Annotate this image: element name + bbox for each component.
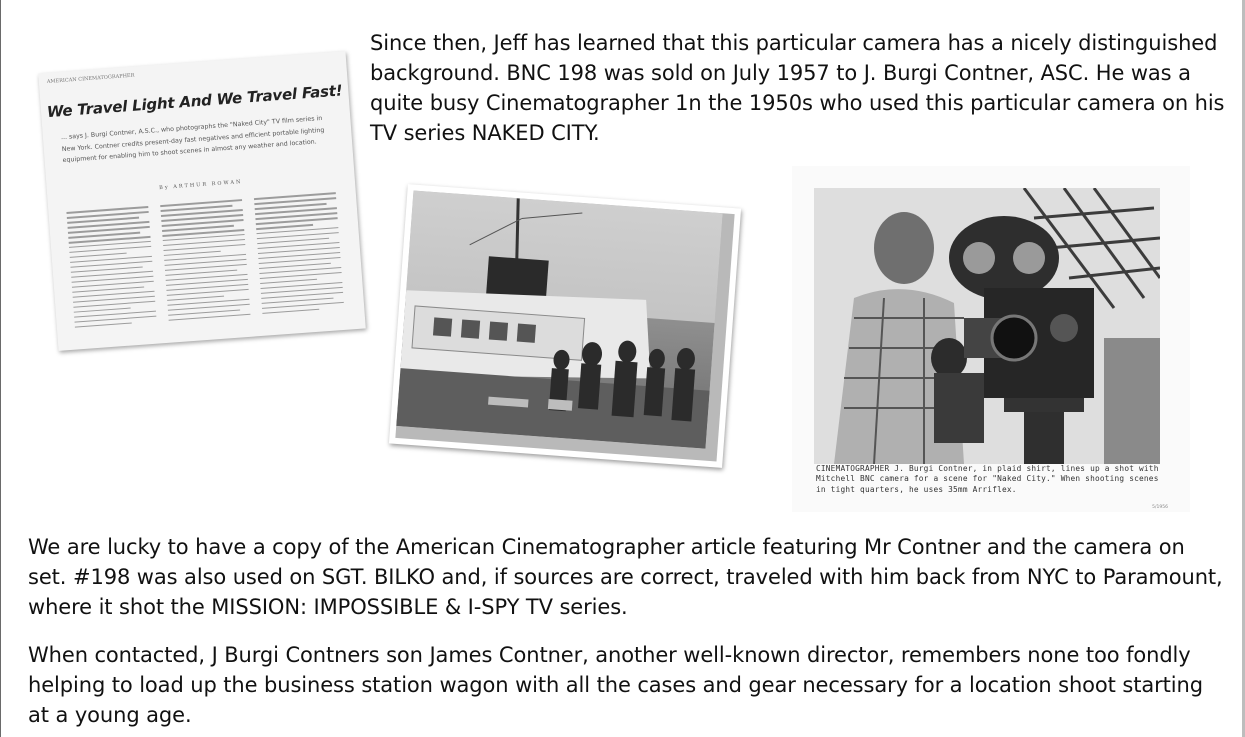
paragraph-camera-history: Since then, Jeff has learned that this particular camera has a nicely distinguished background. BNC 198 was sold on July 1957 to J. Burgi Contner, ASC. He was a quite busy Cinematographer 1n the 1950s who used this particular camera on his TV series NAKED CITY. xyxy=(370,31,1225,145)
camera-set-photo xyxy=(792,166,1190,512)
photo-page-reference: 5/1956 xyxy=(1152,505,1168,510)
clipping-intro: ... says J. Burgi Contner, A.S.C., who photographs the "Naked City" TV film series in New York. Contner credits present-day fast negatives and efficient portable lighting equipment for enabling him to shoot scenes in almost any weather and location. xyxy=(60,114,325,165)
photo-caption: CINEMATOGRAPHER J. Burgi Contner, in plaid shirt, lines up a shot with Mitchell BNC camera for a scene for "Naked City." When shooting scenes in tight quarters, he uses 35mm Arriflex. xyxy=(816,464,1159,494)
boat-scene-image xyxy=(396,191,722,449)
boat-set-photo xyxy=(389,184,741,468)
clipping-title: We Travel Light And We Travel Fast! xyxy=(46,81,344,122)
page-left-border xyxy=(0,0,1,737)
clipping-header: AMERICAN CINEMATOGRAPHER xyxy=(46,72,135,86)
paragraph-son-recollection: When contacted, J Burgi Contners son James Contner, another well-known director, remembers none too fondly helping to load up the business station wagon with all the cases and gear necessary for a location shoot starting at a young age. xyxy=(28,643,1203,727)
magazine-article-clipping xyxy=(38,51,366,351)
clipping-text-column xyxy=(66,206,157,340)
cinematographer-camera-image xyxy=(814,188,1160,464)
clipping-byline: By ARTHUR ROWAN xyxy=(159,178,243,192)
clipping-text-column xyxy=(160,199,251,333)
paragraph-article-copy: We are lucky to have a copy of the American Cinematographer article featuring Mr Contner and the camera on set. #198 was also used on SGT. BILKO and, if sources are correct, traveled with him back from NYC to Paramount, where it shot the MISSION: IMPOSSIBLE & I-SPY TV series. xyxy=(28,535,1223,619)
clipping-text-column xyxy=(254,192,345,326)
